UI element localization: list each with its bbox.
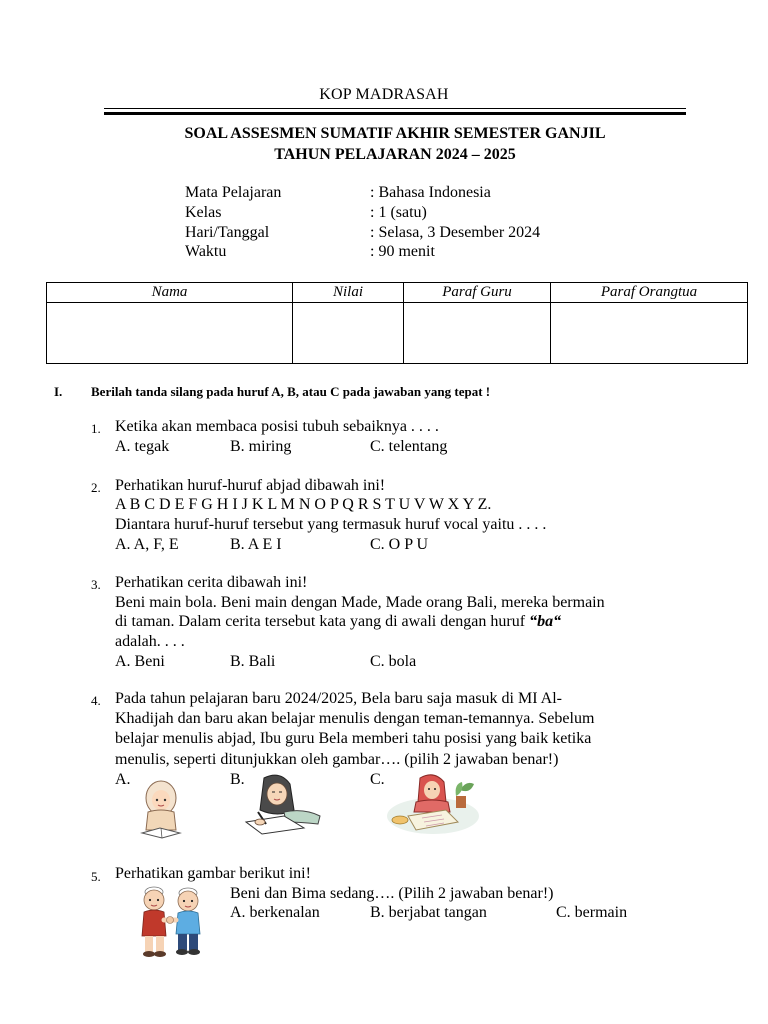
option-b[interactable]: B. Bali [230, 653, 276, 670]
column-header-name: Nama [47, 283, 293, 303]
question-text: Pada tahun pelajaran baru 2024/2025, Bela baru saja masuk di MI Al- [115, 690, 562, 707]
option-c[interactable]: C. bola [370, 653, 417, 670]
question-text: A B C D E F G H I J K L M N O P Q R S T U V W X Y Z. [115, 496, 492, 513]
option-a[interactable]: A. tegak [115, 438, 170, 455]
info-value: : Selasa, 3 Desember 2024 [370, 224, 541, 241]
question-text: belajar menulis abjad, Ibu guru Bela memberi tahu posisi yang baik ketika [115, 730, 592, 747]
column-header-teacher-signature: Paraf Guru [404, 283, 551, 303]
emphasized-syllable: “ba“ [529, 613, 562, 630]
option-a[interactable]: A. berkenalan [230, 904, 320, 921]
option-a[interactable]: A. Beni [115, 653, 165, 670]
question-text: Khadijah dan baru akan belajar menulis dengan teman-temannya. Sebelum [115, 710, 595, 727]
question-text: Beni dan Bima sedang…. (Pilih 2 jawaban benar!) [230, 885, 554, 902]
question-number: 2. [91, 480, 101, 495]
info-time [185, 243, 435, 261]
girl-writing-illustration [244, 770, 322, 836]
option-b[interactable]: B. [230, 771, 245, 788]
option-a[interactable]: A. [115, 771, 131, 788]
letterhead: KOP MADRASAH [319, 86, 449, 103]
question-text: Ketika akan membaca posisi tubuh sebaiknya . . . . [115, 418, 439, 435]
option-c[interactable]: C. bermain [556, 904, 628, 921]
info-value: : 1 (satu) [370, 204, 427, 221]
option-c[interactable]: C. O P U [370, 536, 429, 553]
name-cell[interactable] [47, 303, 293, 364]
section-instruction: Berilah tanda silang pada huruf A, B, atau C pada jawaban yang tepat ! [91, 384, 491, 399]
info-class [185, 204, 427, 222]
question-text: di taman. Dalam cerita tersebut kata yang di awali dengan huruf [115, 613, 526, 630]
question-text-line [115, 613, 561, 631]
question-text: menulis, seperti ditunjukkan oleh gambar…. (pilih 2 jawaban benar!) [115, 751, 559, 768]
question-number: 4. [91, 693, 101, 708]
info-value: : 90 menit [370, 243, 435, 260]
letterhead-rule-thin [104, 108, 686, 109]
question-text: Perhatikan huruf-huruf abjad dibawah ini! [115, 477, 386, 494]
letterhead-rule-thick [104, 112, 686, 115]
question-text: Perhatikan gambar berikut ini! [115, 865, 311, 882]
exam-title: SOAL ASSESMEN SUMATIF AKHIR SEMESTER GANJIL [184, 125, 606, 142]
option-b[interactable]: B. A E I [230, 536, 282, 553]
question-text: Diantara huruf-huruf tersebut yang termasuk huruf vocal yaitu . . . . [115, 516, 547, 533]
option-b[interactable]: B. miring [230, 438, 292, 455]
score-table [46, 282, 748, 364]
info-value: : Bahasa Indonesia [370, 184, 491, 201]
column-header-score: Nilai [293, 283, 404, 303]
question-number: 5. [91, 869, 101, 884]
option-b[interactable]: B. berjabat tangan [370, 904, 487, 921]
info-label: Mata Pelajaran [185, 184, 282, 201]
option-c[interactable]: C. telentang [370, 438, 448, 455]
question-text: adalah. . . . [115, 633, 185, 650]
exam-year: TAHUN PELAJARAN 2024 – 2025 [274, 146, 516, 163]
teacher-signature-cell[interactable] [404, 303, 551, 364]
option-a[interactable]: A. A, F, E [115, 536, 179, 553]
girl-at-desk-illustration [386, 772, 480, 836]
question-text: Perhatikan cerita dibawah ini! [115, 574, 308, 591]
boys-shaking-hands-illustration [132, 884, 212, 960]
question-text: Beni main bola. Beni main dengan Made, Made orang Bali, mereka bermain [115, 594, 605, 611]
info-label: Waktu [185, 243, 227, 260]
parent-signature-cell[interactable] [551, 303, 748, 364]
info-date [185, 224, 540, 242]
girl-reading-illustration [136, 778, 186, 840]
section-number: I. [54, 384, 63, 399]
column-header-parent-signature: Paraf Orangtua [551, 283, 748, 303]
info-label: Kelas [185, 204, 222, 221]
score-cell[interactable] [293, 303, 404, 364]
option-c[interactable]: C. [370, 771, 385, 788]
info-label: Hari/Tanggal [185, 224, 270, 241]
question-number: 3. [91, 577, 101, 592]
question-number: 1. [91, 421, 101, 436]
info-subject [185, 184, 491, 202]
